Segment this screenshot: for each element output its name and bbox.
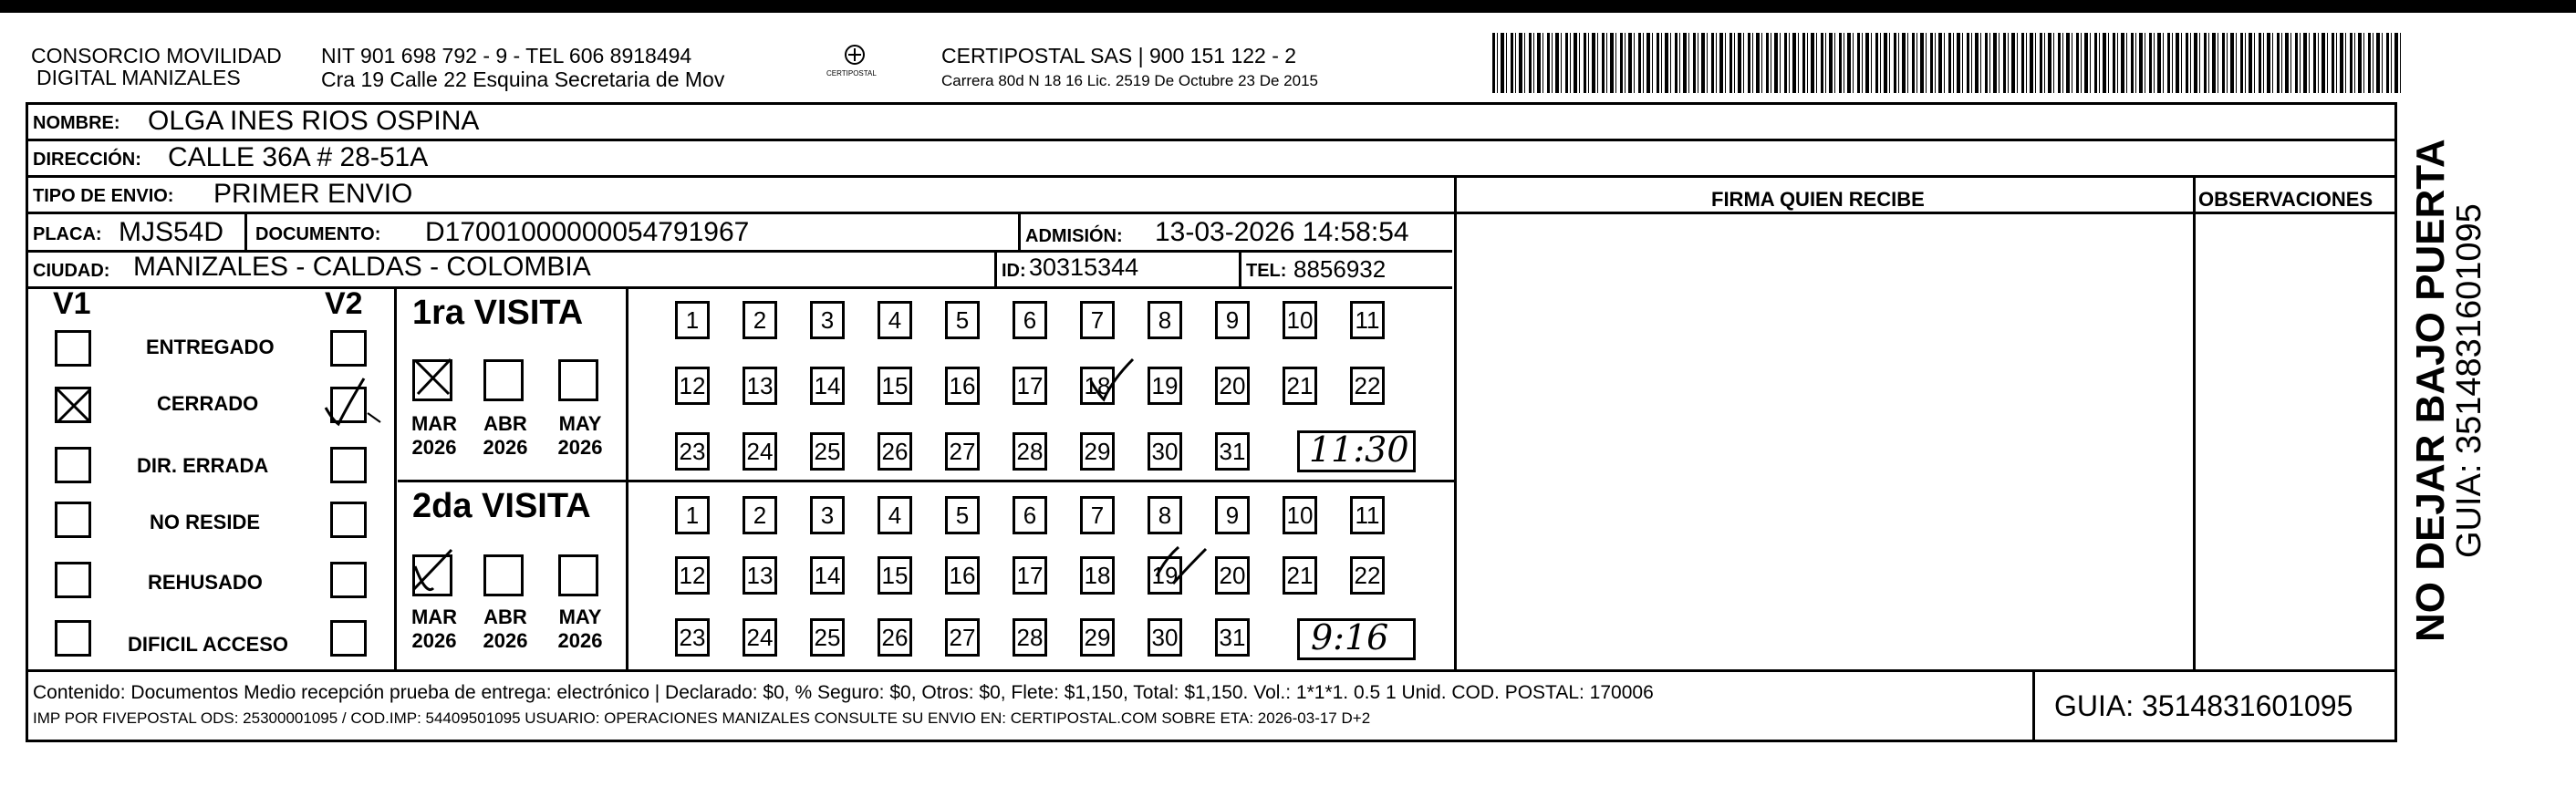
v1-rehusado-box[interactable] xyxy=(55,562,91,598)
first-visit-day-20[interactable]: 20 xyxy=(1215,367,1250,405)
second-visit-day-14[interactable]: 14 xyxy=(810,556,845,595)
first-visit-day-3[interactable]: 3 xyxy=(810,301,845,339)
second-visit-title: 2da VISITA xyxy=(412,487,591,525)
nit-text: NIT 901 698 792 - 9 - TEL 606 8918494 xyxy=(321,44,692,67)
second-visit-day-16[interactable]: 16 xyxy=(945,556,980,595)
second-visit-day-9[interactable]: 9 xyxy=(1215,496,1250,534)
second-visit-day-21[interactable]: 21 xyxy=(1283,556,1317,595)
v2-dir-errada-box[interactable] xyxy=(330,447,367,483)
first-visit-may-label: MAY 2026 xyxy=(557,412,603,459)
first-visit-day-23[interactable]: 23 xyxy=(675,432,710,471)
documento-label: DOCUMENTO: xyxy=(255,224,381,244)
second-visit-time: 9:16 xyxy=(1311,617,1389,657)
first-visit-day-26[interactable]: 26 xyxy=(878,432,912,471)
status-dificil-acceso: DIFICIL ACCESO xyxy=(128,633,289,656)
first-visit-day-30[interactable]: 30 xyxy=(1148,432,1182,471)
second-visit-day-10[interactable]: 10 xyxy=(1283,496,1317,534)
first-visit-day-13[interactable]: 13 xyxy=(743,367,777,405)
first-visit-day-15[interactable]: 15 xyxy=(878,367,912,405)
id-label: ID: xyxy=(1002,261,1026,281)
first-visit-title: 1ra VISITA xyxy=(412,294,584,332)
second-visit-day-26[interactable]: 26 xyxy=(878,618,912,657)
v1-cerrado-box[interactable] xyxy=(55,387,91,423)
tipo-value: PRIMER ENVIO xyxy=(213,179,413,209)
first-visit-day-22[interactable]: 22 xyxy=(1350,367,1385,405)
first-visit-day-31[interactable]: 31 xyxy=(1215,432,1250,471)
second-visit-mar-check-mark xyxy=(410,548,455,594)
second-visit-day-28[interactable]: 28 xyxy=(1013,618,1047,657)
second-visit-mar-box[interactable] xyxy=(412,554,452,596)
first-visit-time: 11:30 xyxy=(1309,430,1409,470)
first-visit-time-box xyxy=(1297,430,1416,472)
first-visit-day-12[interactable]: 12 xyxy=(675,367,710,405)
second-visit-day-13[interactable]: 13 xyxy=(743,556,777,595)
second-visit-day-19-check-mark xyxy=(1151,540,1215,595)
second-visit-may-box[interactable] xyxy=(558,554,598,596)
placa-label: PLACA: xyxy=(33,224,102,244)
ciudad-label: CIUDAD: xyxy=(33,261,110,281)
second-visit-day-27[interactable]: 27 xyxy=(945,618,980,657)
first-visit-day-7[interactable]: 7 xyxy=(1080,301,1115,339)
second-visit-day-19[interactable]: 19 xyxy=(1148,556,1182,595)
second-visit-day-8[interactable]: 8 xyxy=(1148,496,1182,534)
tipo-label: TIPO DE ENVIO: xyxy=(33,186,174,206)
first-visit-day-14[interactable]: 14 xyxy=(810,367,845,405)
first-visit-may-box[interactable] xyxy=(558,359,598,401)
second-visit-day-7[interactable]: 7 xyxy=(1080,496,1115,534)
footer-contenido: Contenido: Documentos Medio recepción prueba de entrega: electrónico | Declarado: $0, % Seguro: $0, Otros: $0, Flete: $1,150, Total: $1,150. Vol.: 1*1*1. 0.5 1 Unid. COD. POSTAL: 170006 xyxy=(33,682,1654,703)
v2-rehusado-box[interactable] xyxy=(330,562,367,598)
first-visit-day-10[interactable]: 10 xyxy=(1283,301,1317,339)
logo-text: CERTIPOSTAL xyxy=(826,69,877,78)
second-visit-day-30[interactable]: 30 xyxy=(1148,618,1182,657)
first-visit-day-6[interactable]: 6 xyxy=(1013,301,1047,339)
first-visit-mar-box[interactable] xyxy=(412,359,452,401)
first-visit-day-27[interactable]: 27 xyxy=(945,432,980,471)
second-visit-time-box xyxy=(1297,618,1416,660)
second-visit-may-label: MAY 2026 xyxy=(557,606,603,652)
second-visit-day-25[interactable]: 25 xyxy=(810,618,845,657)
id-value: 30315344 xyxy=(1029,254,1139,281)
documento-value: D17001000000054791967 xyxy=(425,217,750,247)
company-line2: DIGITAL MANIZALES xyxy=(36,66,241,89)
firma-header: FIRMA QUIEN RECIBE xyxy=(1711,188,1925,211)
v2-cerrado-box[interactable] xyxy=(330,387,367,423)
first-visit-day-1[interactable]: 1 xyxy=(675,301,710,339)
ciudad-value: MANIZALES - CALDAS - COLOMBIA xyxy=(133,252,591,282)
second-visit-day-3[interactable]: 3 xyxy=(810,496,845,534)
first-visit-day-5[interactable]: 5 xyxy=(945,301,980,339)
direccion-value: CALLE 36A # 28-51A xyxy=(168,142,429,172)
observaciones-header: OBSERVACIONES xyxy=(2198,188,2373,211)
certipostal-text: CERTIPOSTAL SAS | 900 151 122 - 2 xyxy=(941,44,1297,67)
second-visit-day-23[interactable]: 23 xyxy=(675,618,710,657)
first-visit-day-8[interactable]: 8 xyxy=(1148,301,1182,339)
top-edge-strip xyxy=(0,0,2576,13)
second-visit-day-6[interactable]: 6 xyxy=(1013,496,1047,534)
placa-value: MJS54D xyxy=(119,217,224,247)
v1-header: V1 xyxy=(53,286,91,321)
second-visit-abr-label: ABR 2026 xyxy=(483,606,528,652)
status-no-reside: NO RESIDE xyxy=(150,511,261,533)
status-cerrado: CERRADO xyxy=(157,392,259,415)
admision-value: 13-03-2026 14:58:54 xyxy=(1155,217,1409,247)
v2-cerrado-check-mark xyxy=(320,373,384,428)
first-visit-day-2[interactable]: 2 xyxy=(743,301,777,339)
second-visit-abr-box[interactable] xyxy=(483,554,524,596)
first-visit-day-16[interactable]: 16 xyxy=(945,367,980,405)
tel-value: 8856932 xyxy=(1293,255,1387,283)
first-visit-day-18-check-mark xyxy=(1085,354,1140,409)
v1-no-reside-box[interactable] xyxy=(55,502,91,538)
second-visit-mar-label: MAR 2026 xyxy=(410,606,458,652)
tel-label: TEL: xyxy=(1246,261,1287,281)
first-visit-abr-box[interactable] xyxy=(483,359,524,401)
admision-label: ADMISIÓN: xyxy=(1025,226,1123,246)
side-guia: GUIA: 3514831601095 xyxy=(2450,203,2488,558)
second-visit-day-17[interactable]: 17 xyxy=(1013,556,1047,595)
nombre-value: OLGA INES RIOS OSPINA xyxy=(148,106,480,136)
company-line1: CONSORCIO MOVILIDAD xyxy=(31,44,282,67)
first-visit-mar-label: MAR 2026 xyxy=(410,412,458,459)
first-visit-day-17[interactable]: 17 xyxy=(1013,367,1047,405)
second-visit-day-20[interactable]: 20 xyxy=(1215,556,1250,595)
v2-header: V2 xyxy=(325,286,363,321)
v1-dir-errada-box[interactable] xyxy=(55,447,91,483)
status-entregado: ENTREGADO xyxy=(146,336,275,358)
v2-entregado-box[interactable] xyxy=(330,330,367,367)
footer-imp: IMP POR FIVEPOSTAL ODS: 25300001095 / COD.IMP: 54409501095 USUARIO: OPERACIONES MANIZALES CONSULTE SU ENVIO EN: CERTIPOSTAL.COM SOBRE ETA: 2026-03-17 D+2 xyxy=(33,709,1371,727)
second-visit-day-31[interactable]: 31 xyxy=(1215,618,1250,657)
barcode xyxy=(1492,33,2405,93)
certipostal-logo xyxy=(826,40,878,86)
second-visit-day-24[interactable]: 24 xyxy=(743,618,777,657)
first-visit-day-11[interactable]: 11 xyxy=(1350,301,1385,339)
first-visit-mar-check-mark xyxy=(412,357,452,399)
first-visit-day-21[interactable]: 21 xyxy=(1283,367,1317,405)
first-visit-day-28[interactable]: 28 xyxy=(1013,432,1047,471)
second-visit-day-22[interactable]: 22 xyxy=(1350,556,1385,595)
v1-dificil-acceso-box[interactable] xyxy=(55,620,91,657)
first-visit-day-29[interactable]: 29 xyxy=(1080,432,1115,471)
status-rehusado: REHUSADO xyxy=(148,571,263,594)
second-visit-day-1[interactable]: 1 xyxy=(675,496,710,534)
first-visit-day-18[interactable]: 18 xyxy=(1080,367,1115,405)
v2-dificil-acceso-box[interactable] xyxy=(330,620,367,657)
first-visit-day-19[interactable]: 19 xyxy=(1148,367,1182,405)
status-dir-errada: DIR. ERRADA xyxy=(137,454,269,477)
first-visit-day-25[interactable]: 25 xyxy=(810,432,845,471)
first-visit-abr-label: ABR 2026 xyxy=(483,412,528,459)
first-visit-day-9[interactable]: 9 xyxy=(1215,301,1250,339)
first-visit-day-24[interactable]: 24 xyxy=(743,432,777,471)
address-text: Cra 19 Calle 22 Esquina Secretaria de Mov xyxy=(321,67,725,91)
side-warning: NO DEJAR BAJO PUERTA xyxy=(2408,139,2453,642)
second-visit-day-4[interactable]: 4 xyxy=(878,496,912,534)
first-visit-day-4[interactable]: 4 xyxy=(878,301,912,339)
nombre-label: NOMBRE: xyxy=(33,113,120,133)
second-visit-day-12[interactable]: 12 xyxy=(675,556,710,595)
v1-entregado-box[interactable] xyxy=(55,330,91,367)
footer-guia: GUIA: 3514831601095 xyxy=(2054,689,2353,722)
v1-cerrado-check-mark xyxy=(55,387,91,423)
v2-no-reside-box[interactable] xyxy=(330,502,367,538)
second-visit-day-2[interactable]: 2 xyxy=(743,496,777,534)
second-visit-day-18[interactable]: 18 xyxy=(1080,556,1115,595)
second-visit-day-29[interactable]: 29 xyxy=(1080,618,1115,657)
second-visit-day-15[interactable]: 15 xyxy=(878,556,912,595)
second-visit-day-11[interactable]: 11 xyxy=(1350,496,1385,534)
direccion-label: DIRECCIÓN: xyxy=(33,150,141,170)
carrera-text: Carrera 80d N 18 16 Lic. 2519 De Octubre 23 De 2015 xyxy=(941,72,1318,89)
second-visit-day-5[interactable]: 5 xyxy=(945,496,980,534)
